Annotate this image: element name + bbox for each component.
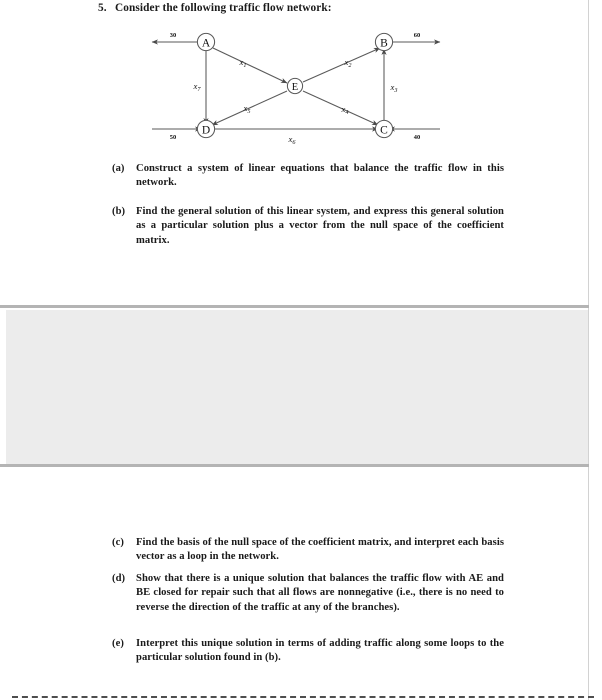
external-flow-label-30: 30 [169,32,177,39]
part-a-tag: (a) [112,163,125,174]
band-dashed-divider [12,696,594,698]
part-b-tag: (b) [112,206,126,217]
part-a-text: Construct a system of linear equations that balance the traffic flow in this network. [136,163,504,189]
question-part-a [112,162,504,191]
node-label-c: C [380,124,388,137]
traffic-flow-network-diagram [140,24,450,152]
part-d-tag: (d) [112,573,126,584]
part-d-text: Show that there is a unique solution that balances the traffic flow with AE and BE closed for repair such that all flows are nonnegative (i.e., there is no need to reverse the direction of the traffic at any of the branches). [136,573,504,613]
branch-line-x4 [303,91,378,125]
branch-label-x6: $x_6$ [288,134,296,147]
band-top-divider [0,305,589,308]
node-label-a: A [201,37,211,50]
branch-label-x3: $x_3$ [390,82,398,95]
part-b-text: Find the general solution of this linear system, and express this general solution as a particular solution plus a vector from the null space of the coefficient matrix. [136,206,504,246]
branch-label-x2: $x_2$ [344,57,352,70]
branch-line-x1 [213,48,287,83]
network-nodes [197,33,392,137]
branch-label-x5: $x_5$ [243,103,251,116]
question-part-b [112,205,504,248]
question-stem: Consider the following traffic flow network: [115,2,332,14]
branch-label-x7: $x_7$ [193,81,201,94]
branch-label-x1: $x_1$ [239,57,247,70]
branch-label-x4: $x_4$ [341,104,349,117]
node-label-d: D [201,124,211,137]
question-part-c [112,536,504,565]
highlighted-blank-band [6,310,588,465]
question-part-e [112,637,504,666]
question-number: 5. [98,2,107,14]
band-bottom-divider [0,464,589,467]
external-flow-label-50: 50 [169,134,177,141]
node-label-e: E [291,82,299,94]
external-flow-label-60: 60 [413,32,421,39]
question-part-d [112,572,504,615]
part-c-tag: (c) [112,537,124,548]
part-e-text: Interpret this unique solution in terms of adding traffic along some loops to the particular solution found in (b). [136,638,504,664]
network-svg [140,24,450,152]
part-e-tag: (e) [112,638,124,649]
part-c-text: Find the basis of the null space of the coefficient matrix, and interpret each basis vector as a loop in the network. [136,537,504,563]
node-label-b: B [380,37,388,50]
branch-line-x2 [303,48,380,82]
external-flow-label-40: 40 [413,134,421,141]
